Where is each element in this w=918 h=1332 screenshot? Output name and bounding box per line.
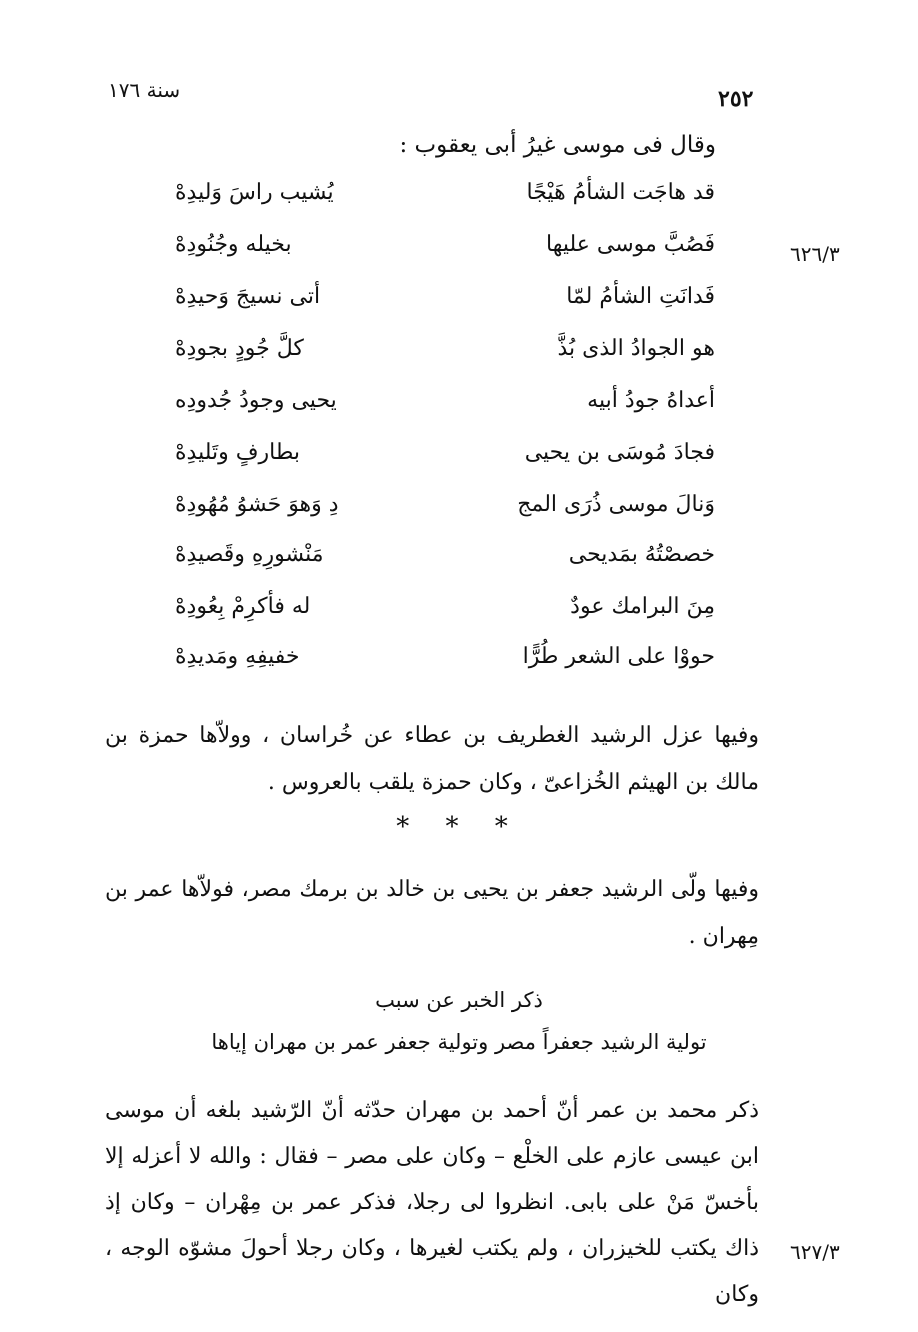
page-number: ٢٥٢: [718, 86, 754, 112]
margin-reference: ٦٢٧/٣: [790, 1240, 840, 1264]
margin-reference: ٦٢٦/٣: [790, 242, 840, 266]
verse-line: [175, 440, 715, 480]
verse-line: [175, 644, 715, 684]
hemistich-first: قد هاجَت الشأمُ هَيْجًا: [526, 180, 715, 205]
section-heading: ذكر الخبر عن سبب: [375, 988, 543, 1012]
paragraph: وفيها ولّى الرشيد جعفر بن يحيى بن خالد بن برمك مصر، فولاّها عمر بن مِهران .: [105, 877, 759, 949]
hemistich-first: مِنَ البرامك عودٌ: [570, 594, 715, 619]
hemistich-second: بطارفٍ وتَليدِهْ: [175, 440, 301, 465]
verse-line: [175, 284, 715, 324]
section-subheading: تولية الرشيد جعفراً مصر وتولية جعفر عمر بن مهران إياها: [211, 1030, 707, 1054]
verse-line: [175, 336, 715, 376]
intro-line: وقال فى موسى غيرُ أبى يعقوب :: [399, 132, 716, 158]
year-header: سنة ١٧٦: [108, 78, 181, 102]
hemistich-first: فَدانَتِ الشأمُ لمّا: [566, 284, 715, 309]
paragraph: ذكر محمد بن عمر أنّ أحمد بن مهران حدّثه أنّ الرّشيد بلغه أن موسى ابن عيسى عازم على الخلْع – وكان على مصر – فقال : والله لا أعزله إلا بأخسّ مَنْ على بابى. انظروا لى رجلا، فذكر عمر بن مِهْران – وكان إذ ذاك يكتب للخيزران ، ولم يكتب لغيرها ، وكان رجلا أحولَ مشوّه الوجه ، وكان: [105, 1098, 759, 1307]
verse-line: [175, 180, 715, 220]
hemistich-second: يحيى وجودُ جُدودِه: [175, 388, 337, 413]
verse-line: [175, 594, 715, 634]
paragraph: وفيها عزل الرشيد الغطريف بن عطاء عن خُراسان ، وولاّها حمزة بن مالك بن الهيثم الخُزاعىّ ، وكان حمزة يلقب بالعروس .: [105, 723, 759, 795]
hemistich-second: خفيفِهِ ومَديدِهْ: [175, 644, 300, 669]
hemistich-first: هو الجوادُ الذى بُذَّ: [557, 336, 715, 361]
separator-stars: * * *: [396, 812, 522, 842]
verse-line: [175, 492, 715, 532]
verse-line: [175, 232, 715, 272]
hemistich-first: أعداهُ جودُ أبيه: [587, 388, 715, 413]
hemistich-second: أتى نسيجَ وَحيدِهْ: [175, 284, 321, 309]
hemistich-second: كلَّ جُودٍ بجودِهْ: [175, 336, 304, 361]
verse-line: [175, 388, 715, 428]
hemistich-first: فجادَ مُوسَى بن يحيى: [524, 440, 715, 465]
hemistich-first: خصصْتُهُ بمَديحى: [568, 542, 715, 567]
hemistich-second: دِ وَهوَ حَشوُ مُهُودِهْ: [175, 492, 339, 517]
hemistich-second: يُشيب راسَ وَليدِهْ: [175, 180, 334, 205]
hemistich-first: حووْا على الشعر طُرًّا: [522, 644, 715, 669]
hemistich-first: وَنالَ موسى ذُرَى المج: [517, 492, 715, 517]
hemistich-second: له فأكرِمْ بِعُودِهْ: [175, 594, 311, 619]
hemistich-second: بخيله وجُنُودِهْ: [175, 232, 292, 257]
verse-line: [175, 542, 715, 582]
hemistich-first: فَصُبَّ موسى عليها: [546, 232, 715, 257]
hemistich-second: مَنْشورِهِ وقَصيدِهْ: [175, 542, 324, 567]
